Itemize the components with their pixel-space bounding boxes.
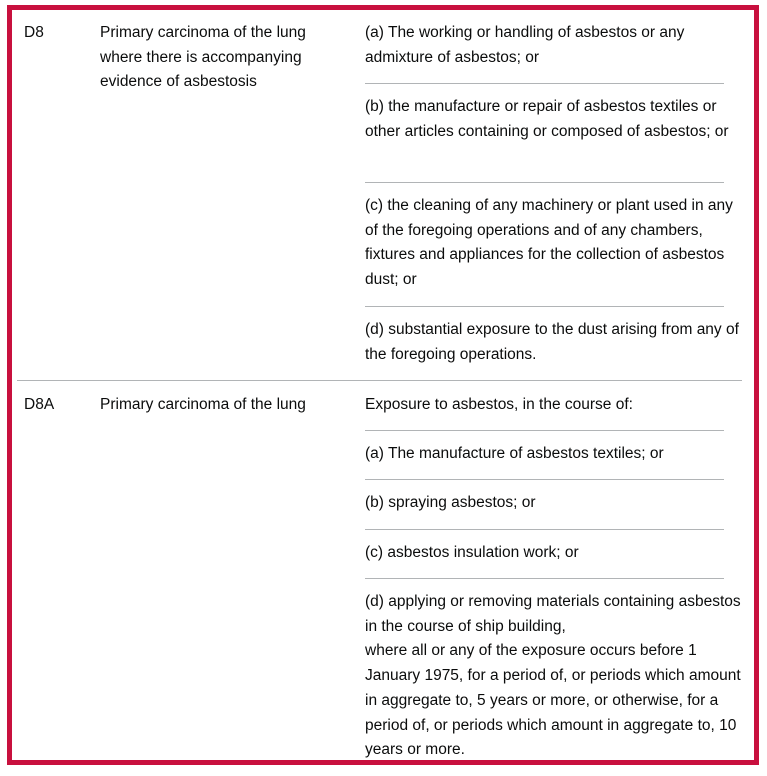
occupation-divider: [365, 529, 724, 530]
occupation-item: [365, 590, 748, 763]
occupation-text: (a) The manufacture of asbestos textiles; or: [365, 445, 664, 462]
occupation-item: [365, 491, 748, 516]
occupation-item: [365, 318, 748, 367]
schedule-table: [7, 5, 759, 765]
occupation-text: (d) substantial exposure to the dust arising from any of the foregoing operations.: [365, 321, 739, 363]
occupation-text: (b) spraying asbestos; or: [365, 494, 536, 511]
disease-code: D8: [24, 24, 44, 41]
occupation-item: [365, 541, 748, 566]
disease-code: D8A: [24, 396, 55, 413]
occupation-text: Exposure to asbestos, in the course of:: [365, 396, 633, 413]
occupation-item: [365, 393, 748, 418]
occupation-item: [365, 194, 748, 293]
disease-description: Primary carcinoma of the lung: [100, 396, 306, 413]
row-divider: [17, 380, 742, 381]
occupation-text: (c) asbestos insulation work; or: [365, 544, 579, 561]
occupation-text: (b) the manufacture or repair of asbestos textiles or other articles containing or composed of asbestos; or: [365, 98, 729, 140]
occupation-divider: [365, 83, 724, 84]
occupation-divider: [365, 578, 724, 579]
disease-description: Primary carcinoma of the lung where there is accompanying evidence of asbestosis: [100, 24, 306, 91]
occupation-divider: [365, 479, 724, 480]
occupation-divider: [365, 182, 724, 183]
occupation-item: [365, 21, 748, 70]
occupation-divider: [365, 306, 724, 307]
occupation-text: (c) the cleaning of any machinery or plant used in any of the foregoing operations and of any chambers, fixtures and appliances for the collection of asbestos dust; or: [365, 197, 733, 289]
occupation-item: [365, 95, 748, 144]
occupation-divider: [365, 430, 724, 431]
occupation-text: (d) applying or removing materials containing asbestos in the course of ship building, where all or any of the exposure occurs before 1 January 1975, for a period of, or periods which amount in aggregate to, 5 years or more, or otherwise, for a period of, or periods which amount in aggregate to, 10 years or more.: [365, 593, 741, 759]
occupation-text: (a) The working or handling of asbestos or any admixture of asbestos; or: [365, 24, 685, 66]
occupation-item: [365, 442, 748, 467]
